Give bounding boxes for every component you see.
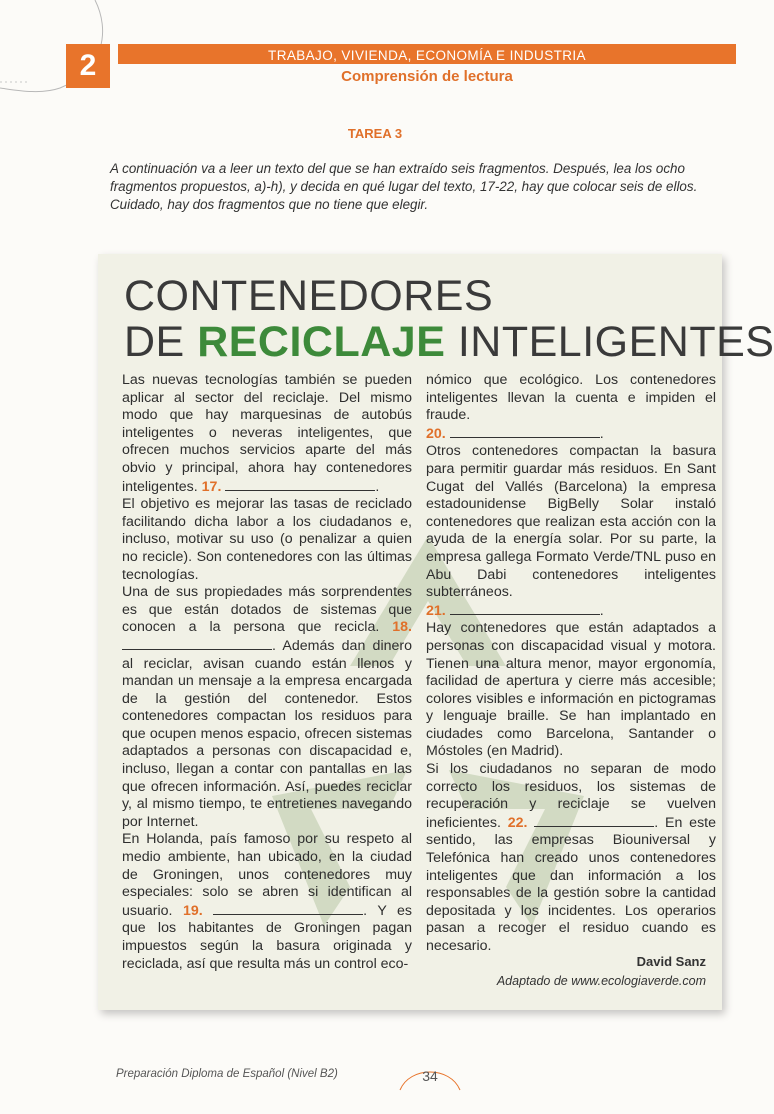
article-paragraph: 20. .: [426, 425, 604, 442]
paragraph-text: Si los ciudadanos no separan de modo correcto los residuos, los sistemas de recuperación y reciclaje se vuelven ineficientes.: [426, 761, 716, 831]
article-paragraph: Hay contenedores que están adaptados a personas con discapacidad visual y motora. Tienen una altura menor, mayor ergonomía, facilidad de apertura y cierre más accesible; colores visibles e información en pictogramas y lenguaje braille. Se han implantado en ciudades como Barcelona, Santander o Móstoles (en Madrid).: [426, 620, 716, 760]
gap-20-blank: [450, 425, 600, 438]
article-paragraph: Las nuevas tecnologías también se pueden aplicar al sector del reciclaje. Del mismo modo que hay marquesinas de autobús inteligentes o neveras inteligentes, que ofrecen muchos servicios aparte del más obvio y principal, ahora hay contenedores inteligentes. 17. .: [122, 372, 412, 495]
gap-17-number: 17.: [201, 478, 222, 495]
gap-22-number: 22.: [507, 814, 528, 831]
paragraph-text: En este sentido, las empresas Biouniversal y Telefónica han creado unos contenedores inteligentes que dan información a los responsables de la gestión sobre la cantidad depositada y los incidentes. Los operarios pasan a recoger el residuo cuando es necesario.: [426, 814, 716, 954]
gap-19-number: 19.: [182, 902, 203, 919]
article-left-column: [122, 372, 412, 973]
task-instructions: A continuación va a leer un texto del que se han extraído seis fragmentos. Después, lea los ocho fragmentos propuestos, a)-h), y decida en qué lugar del texto, 17-22, hay que colocar seis de ellos. Cuidado, hay dos fragmentos que no tiene que elegir.: [110, 161, 698, 212]
article-paragraph: El objetivo es mejorar las tasas de reciclado facilitando dicha labor a los ciudadanos e, incluso, motivar su uso (o penalizar a quien no recicle). Son contenedores con las últimas tecnologías.: [122, 496, 412, 583]
paragraph-text: En Holanda, país famoso por su respeto al medio ambiente, han ubicado, en la ciudad de Groningen, unos contenedores muy especiales: solo se abren si identifican al usuario.: [122, 831, 412, 919]
footer-book-title: Preparación Diploma de Español (Nivel B2): [116, 1068, 338, 1080]
gap-21-number: 21.: [426, 602, 446, 619]
gap-22-blank: [534, 814, 654, 827]
article-author: David Sanz: [636, 954, 706, 969]
gap-18-blank: [122, 637, 272, 650]
unit-title-band: TRABAJO, VIVIENDA, ECONOMÍA E INDUSTRIA: [118, 44, 736, 64]
chapter-number-badge: 2: [66, 44, 110, 88]
gap-20-number: 20.: [426, 425, 446, 442]
headline-end: INTELIGENTES: [445, 318, 774, 366]
paragraph-text: Además dan dinero al reciclar, avisan cuando están llenos y mandan un mensaje a la empresa encargada de la gestión del contenedor. Estos contenedores compactan los residuos para que ocupen menos espacio, ofrecen sistemas adaptados a personas con discapacidad e, incluso, llegan a contar con pantallas en las que ofrecen información. Así, puedes reciclar y, al mismo tiempo, te entretienes navegando por Internet.: [122, 637, 412, 830]
article-right-column: [426, 372, 716, 956]
gap-21-blank: [450, 602, 600, 615]
gap-17-blank: [225, 478, 375, 491]
paragraph-text: Una de sus propiedades más sorprendentes es que están dotados de sistemas que conocen a la persona que recicla.: [122, 584, 412, 636]
article-paragraph: 21. .: [426, 602, 604, 619]
paragraph-text: Y es que los habitantes de Groningen pagan impuestos según la basura originada y reciclada, así que resulta más un control eco-: [122, 902, 412, 972]
article-source: Adaptado de www.ecologiaverde.com: [496, 974, 706, 988]
article-paragraph: Si los ciudadanos no separan de modo correcto los residuos, los sistemas de recuperación y reciclaje se vuelven ineficientes. 22. . En este sentido, las empresas Biouniversal y Telefónica han creado unos contenedores inteligentes que dan información a los responsables de la gestión sobre la cantidad depositada y los incidentes. Los operarios pasan a recoger el residuo cuando es necesario.: [426, 761, 716, 954]
gap-19-blank: [213, 902, 363, 915]
section-title: Comprensión de lectura: [341, 68, 513, 85]
task-label: TAREA 3: [347, 126, 403, 141]
article-headline-line2: [124, 318, 774, 367]
gap-18-number: 18.: [392, 619, 412, 636]
article-paragraph: Una de sus propiedades más sorprendentes es que están dotados de sistemas que conocen a la persona que recicla. 18. . Además dan dinero al reciclar, avisan cuando están llenos y mandan un mensaje a la empresa encargada de la gestión del contenedor. Estos contenedores compactan los residuos para que ocupen menos espacio, ofrecen sistemas adaptados a personas con discapacidad e, incluso, llegan a contar con pantallas en las que ofrecen información. Así, puedes reciclar y, al mismo tiempo, te entretienes navegando por Internet.: [122, 584, 412, 830]
paragraph-text: Las nuevas tecnologías también se pueden aplicar al sector del reciclaje. Del mismo modo que hay marquesinas de autobús inteligentes o neveras inteligentes, que ofrecen muchos servicios aparte del más obvio y principal, ahora hay contenedores inteligentes.: [122, 372, 412, 495]
article-paragraph: Otros contenedores compactan la basura para permitir guardar más residuos. En Sant Cugat del Vallés (Barcelona) la empresa estadounidense BigBelly Solar instaló contenedores que realizan esta acción con la ayuda de la energía solar. Por su parte, la empresa gallega Formato Verde/TNL puso en Abu Dabi contenedores inteligentes subterráneos.: [426, 443, 716, 601]
article-box: [98, 254, 774, 1010]
headline-de: DE: [124, 318, 198, 366]
article-paragraph: nómico que ecológico. Los contenedores inteligentes llevan la cuenta e impiden el fraude.: [426, 372, 716, 424]
article-paragraph: En Holanda, país famoso por su respeto al medio ambiente, han ubicado, en la ciudad de Groningen, unos contenedores muy especiales: solo se abren si identifican al usuario. 19. . Y es que los habitantes de Groningen pagan impuestos según la basura originada y reciclada, así que resulta más un control eco-: [122, 831, 412, 972]
article-headline-line1: CONTENEDORES: [124, 272, 494, 320]
page-number: 34: [422, 1068, 438, 1084]
headline-highlight: RECICLAJE: [197, 318, 446, 366]
